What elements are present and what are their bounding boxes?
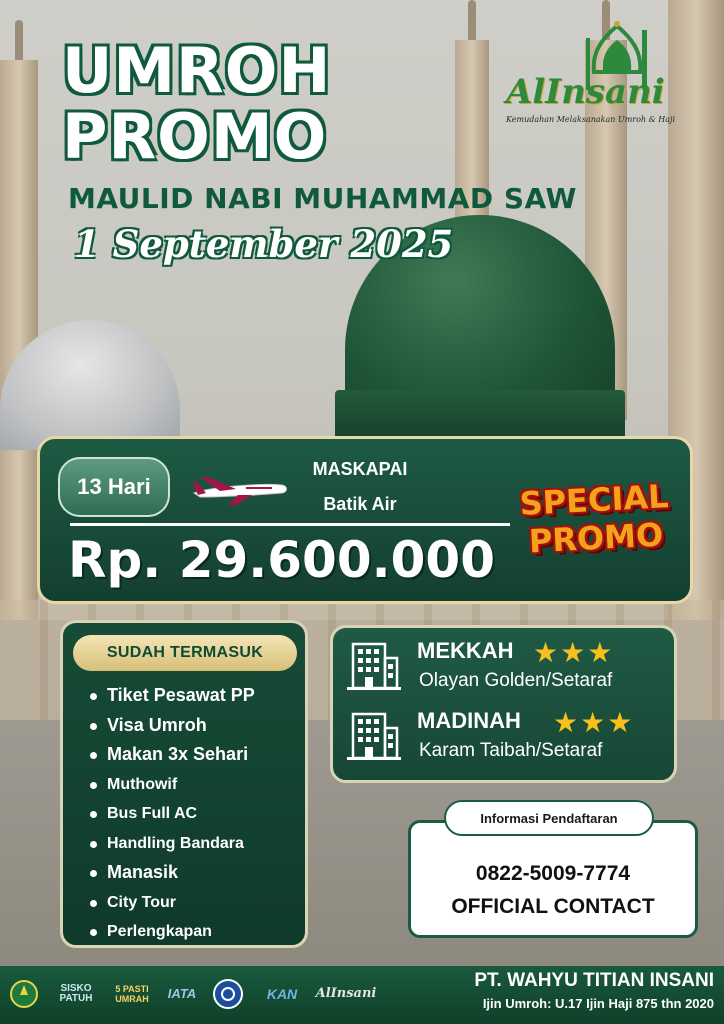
- hotel-city: MADINAH: [417, 708, 521, 733]
- inclusions-list: [87, 681, 297, 947]
- ministry-emblem-icon: [9, 979, 39, 1009]
- hotel-building-icon: [347, 710, 401, 760]
- registration-info-tag: Informasi Pendaftaran: [444, 800, 654, 836]
- sisko-patuh-logo: SISKO PATUH: [59, 983, 93, 1004]
- title-line-2: PROMO: [62, 100, 328, 173]
- title-line-1: UMROH: [62, 34, 332, 107]
- price-panel: [37, 436, 693, 604]
- footer: [0, 966, 724, 1024]
- list-item: Handling Bandara: [87, 829, 297, 859]
- duration-badge: 13 Hari: [58, 457, 170, 517]
- 5-pasti-umrah-logo: 5 PASTI UMRAH: [115, 984, 149, 1004]
- umrah-cerdas-logo: [6, 974, 42, 1014]
- star-rating-icon: ★★★: [533, 637, 615, 668]
- logo-name: AlInsani: [506, 72, 665, 112]
- hotel-row-madinah: [345, 708, 675, 770]
- inclusions-heading: SUDAH TERMASUK: [73, 635, 297, 671]
- hotel-name: Karam Taibah/Setaraf: [419, 740, 603, 761]
- subtitle: MAULID NABI MUHAMMAD SAW: [68, 182, 577, 215]
- special-promo-badge: [518, 477, 672, 561]
- badge-line-1: SPECIAL: [518, 477, 670, 523]
- list-item: Visa Umroh: [87, 711, 297, 741]
- list-item: Perlengkapan: [87, 917, 297, 947]
- star-rating-icon: ★★★: [553, 707, 635, 738]
- iata-logo: IATA: [167, 986, 197, 1001]
- hotel-name: Olayan Golden/Setaraf: [419, 670, 613, 691]
- inclusions-panel: [60, 620, 308, 948]
- permit-info: Ijin Umroh: U.17 Ijin Haji 875 thn 2020: [482, 996, 714, 1011]
- kan-logo: KAN: [266, 986, 298, 1002]
- asita-logo: [210, 974, 246, 1014]
- airline-label: MASKAPAI: [312, 459, 408, 479]
- official-contact-label: OFFICIAL CONTACT: [451, 895, 655, 918]
- airline-name: Batik Air: [323, 494, 397, 514]
- panel-divider: [70, 523, 510, 526]
- event-date: 1 September 2025: [74, 222, 454, 266]
- logo-tagline: Kemudahan Melaksanakan Umroh & Haji: [506, 115, 676, 124]
- hotel-row-mekkah: [345, 638, 675, 700]
- company-name: PT. WAHYU TITIAN INSANI: [474, 970, 714, 991]
- list-item: Makan 3x Sehari: [87, 740, 297, 770]
- brand-logo: [500, 20, 675, 135]
- list-item: Tiket Pesawat PP: [87, 681, 297, 711]
- list-item: Bus Full AC: [87, 799, 297, 829]
- list-item: Manasik: [87, 858, 297, 888]
- badge-line-2: PROMO: [527, 515, 665, 561]
- hotels-panel: [330, 625, 677, 783]
- contact-phone[interactable]: 0822-5009-7774: [475, 862, 631, 885]
- hotel-city: MEKKAH: [417, 638, 514, 663]
- list-item: City Tour: [87, 888, 297, 918]
- airplane-icon: [190, 473, 290, 507]
- asita-emblem-icon: [212, 978, 244, 1010]
- package-price: Rp. 29.600.000: [68, 531, 496, 589]
- hotel-building-icon: [347, 640, 401, 690]
- list-item: Muthowif: [87, 770, 297, 800]
- alinsani-footer-logo: AlInsani: [315, 986, 377, 1001]
